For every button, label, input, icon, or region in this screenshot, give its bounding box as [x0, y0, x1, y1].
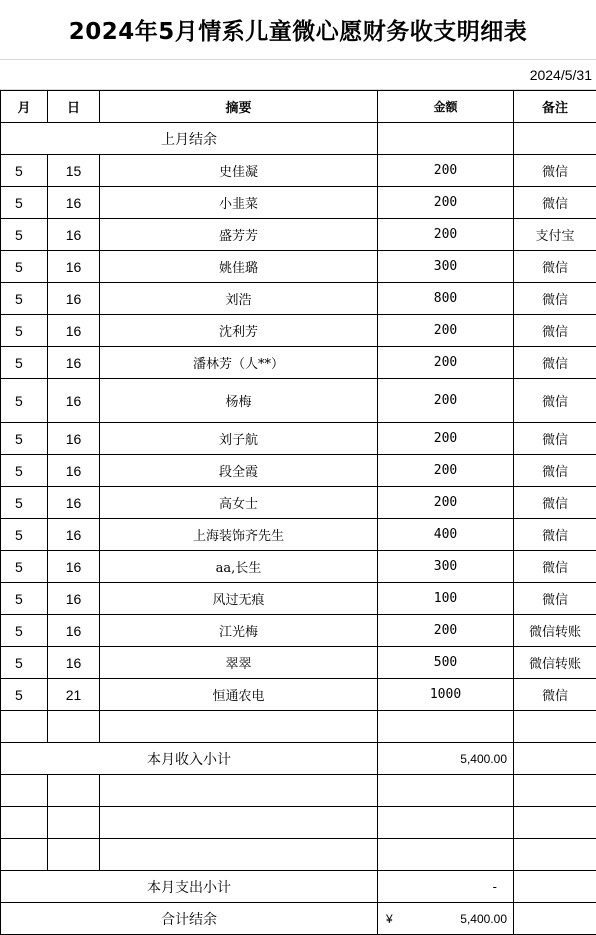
prev-balance-amount [378, 123, 514, 155]
row-note: 微信 [514, 283, 596, 315]
expense-subtotal-label: 本月支出小计 [1, 871, 378, 903]
row-day: 16 [48, 615, 100, 647]
table-row [1, 155, 596, 187]
row-summary: 沈利芳 [100, 315, 378, 347]
row-amount: 200 [378, 315, 514, 347]
row-month: 5 [1, 251, 48, 283]
row-summary: 恒通农电 [100, 679, 378, 711]
row-month: 5 [1, 455, 48, 487]
income-subtotal-label: 本月收入小计 [1, 743, 378, 775]
table-row [1, 583, 596, 615]
table-row [1, 219, 596, 251]
document-title: 2024年5月情系儿童微心愿财务收支明细表 [0, 0, 596, 60]
row-day: 16 [48, 219, 100, 251]
row-summary: 翠翠 [100, 647, 378, 679]
row-summary: 史佳凝 [100, 155, 378, 187]
row-note: 微信 [514, 379, 596, 423]
row-summary: 潘林芳（人**） [100, 347, 378, 379]
row-summary: 杨梅 [100, 379, 378, 423]
row-summary: 上海装饰齐先生 [100, 519, 378, 551]
row-month: 5 [1, 551, 48, 583]
row-month: 5 [1, 379, 48, 423]
empty-row [1, 839, 596, 871]
row-note: 微信 [514, 347, 596, 379]
row-amount: 400 [378, 519, 514, 551]
row-amount: 200 [378, 219, 514, 251]
row-summary: 姚佳璐 [100, 251, 378, 283]
row-day: 16 [48, 423, 100, 455]
row-note: 支付宝 [514, 219, 596, 251]
row-amount: 200 [378, 379, 514, 423]
row-summary: aa,长生 [100, 551, 378, 583]
row-note: 微信 [514, 583, 596, 615]
row-month: 5 [1, 315, 48, 347]
row-note: 微信 [514, 679, 596, 711]
row-note: 微信 [514, 487, 596, 519]
row-note: 微信 [514, 315, 596, 347]
row-summary: 刘子航 [100, 423, 378, 455]
row-month: 5 [1, 155, 48, 187]
row-summary: 江光梅 [100, 615, 378, 647]
row-amount: 300 [378, 251, 514, 283]
row-note: 微信 [514, 519, 596, 551]
table-row [1, 487, 596, 519]
row-amount: 200 [378, 347, 514, 379]
header-day: 日 [48, 91, 100, 123]
total-balance-value: 5,400.00 [460, 911, 507, 926]
row-note: 微信 [514, 423, 596, 455]
table-row [1, 679, 596, 711]
row-note: 微信 [514, 155, 596, 187]
report-date: 2024/5/31 [0, 60, 596, 90]
row-month: 5 [1, 615, 48, 647]
row-amount: 100 [378, 583, 514, 615]
expense-subtotal-row [1, 871, 596, 903]
row-day: 16 [48, 519, 100, 551]
empty-row [1, 807, 596, 839]
row-month: 5 [1, 187, 48, 219]
empty-row [1, 775, 596, 807]
row-month: 5 [1, 519, 48, 551]
row-day: 16 [48, 315, 100, 347]
table-row [1, 251, 596, 283]
header-summary: 摘要 [100, 91, 378, 123]
row-amount: 1000 [378, 679, 514, 711]
header-row [1, 91, 596, 123]
row-day: 21 [48, 679, 100, 711]
row-month: 5 [1, 583, 48, 615]
row-month: 5 [1, 647, 48, 679]
row-note: 微信转账 [514, 647, 596, 679]
row-note: 微信 [514, 455, 596, 487]
row-amount: 200 [378, 615, 514, 647]
row-amount: 800 [378, 283, 514, 315]
row-day: 16 [48, 551, 100, 583]
total-balance-cell [378, 903, 514, 935]
row-summary: 段全霞 [100, 455, 378, 487]
row-day: 16 [48, 487, 100, 519]
row-month: 5 [1, 219, 48, 251]
prev-balance-note [514, 123, 596, 155]
income-subtotal-row [1, 743, 596, 775]
income-subtotal-value: 5,400.00 [378, 743, 514, 775]
table-row [1, 455, 596, 487]
table-row [1, 379, 596, 423]
table-row [1, 315, 596, 347]
table-row [1, 647, 596, 679]
table-row [1, 283, 596, 315]
header-month: 月 [1, 91, 48, 123]
total-balance-row [1, 903, 596, 935]
row-note: 微信 [514, 251, 596, 283]
row-summary: 风过无痕 [100, 583, 378, 615]
prev-balance-row [1, 123, 596, 155]
row-summary: 盛芳芳 [100, 219, 378, 251]
row-day: 16 [48, 251, 100, 283]
row-day: 16 [48, 583, 100, 615]
row-day: 16 [48, 647, 100, 679]
row-summary: 高女士 [100, 487, 378, 519]
row-day: 15 [48, 155, 100, 187]
table-row [1, 347, 596, 379]
header-amount: 金额 [378, 91, 514, 123]
row-month: 5 [1, 283, 48, 315]
row-note: 微信 [514, 551, 596, 583]
row-month: 5 [1, 487, 48, 519]
row-amount: 200 [378, 423, 514, 455]
row-amount: 200 [378, 155, 514, 187]
row-amount: 200 [378, 455, 514, 487]
ledger-table [0, 90, 596, 935]
empty-row [1, 711, 596, 743]
row-amount: 300 [378, 551, 514, 583]
table-row [1, 423, 596, 455]
row-month: 5 [1, 423, 48, 455]
header-note: 备注 [514, 91, 596, 123]
currency-symbol: ¥ [386, 911, 393, 926]
row-month: 5 [1, 679, 48, 711]
row-summary: 刘浩 [100, 283, 378, 315]
row-amount: 200 [378, 487, 514, 519]
row-amount: 500 [378, 647, 514, 679]
prev-balance-label: 上月结余 [1, 123, 378, 155]
table-row [1, 551, 596, 583]
row-note: 微信 [514, 187, 596, 219]
table-row [1, 187, 596, 219]
total-balance-label: 合计结余 [1, 903, 378, 935]
expense-subtotal-value: - [378, 871, 514, 903]
row-day: 16 [48, 379, 100, 423]
row-summary: 小韭菜 [100, 187, 378, 219]
row-note: 微信转账 [514, 615, 596, 647]
row-day: 16 [48, 347, 100, 379]
row-month: 5 [1, 347, 48, 379]
row-day: 16 [48, 283, 100, 315]
row-day: 16 [48, 187, 100, 219]
table-row [1, 615, 596, 647]
table-row [1, 519, 596, 551]
row-amount: 200 [378, 187, 514, 219]
row-day: 16 [48, 455, 100, 487]
